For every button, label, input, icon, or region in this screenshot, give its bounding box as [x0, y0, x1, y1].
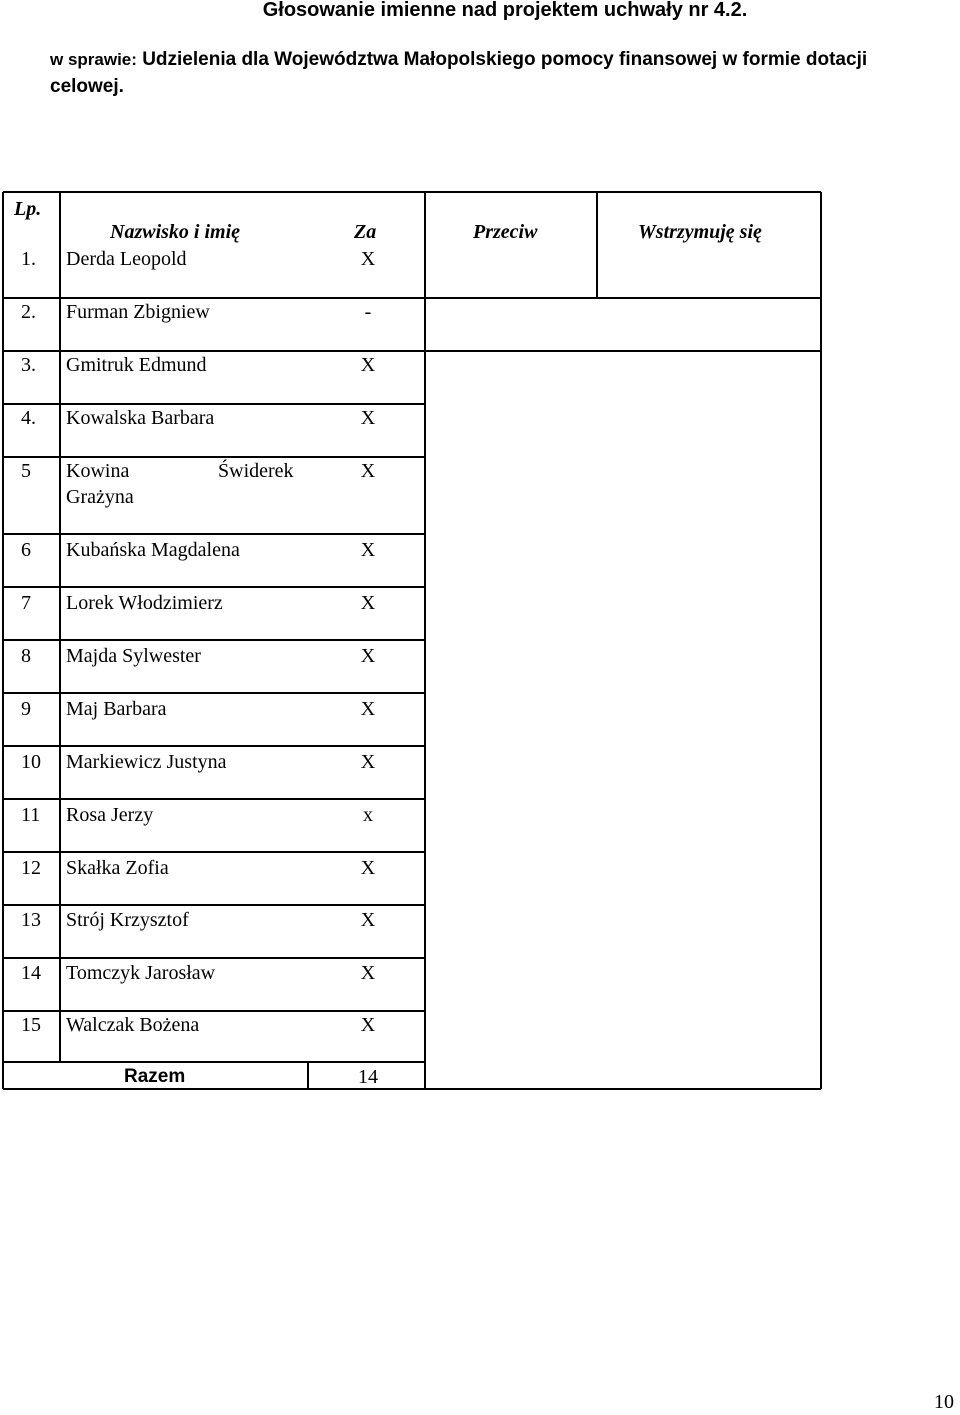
row-9-za: X	[360, 698, 376, 720]
row-5-lp: 5	[21, 460, 31, 482]
document-title: Głosowanie imienne nad projektem uchwały nr 4.2.	[262, 0, 748, 21]
row-10-name: Markiewicz Justyna	[66, 751, 227, 773]
row-5-za: X	[360, 460, 376, 482]
row-3-lp: 3.	[21, 354, 36, 376]
header-lp: Lp.	[14, 198, 42, 220]
total-za: 14	[358, 1066, 378, 1088]
row-8-name: Majda Sylwester	[66, 645, 201, 667]
row-6-za: X	[360, 539, 376, 561]
row-3-name: Gmitruk Edmund	[66, 354, 207, 376]
row-1-name: Derda Leopold	[66, 248, 187, 270]
row-11-name: Rosa Jerzy	[66, 804, 154, 826]
row-13-za: X	[360, 909, 376, 931]
total-label: Razem	[124, 1066, 186, 1087]
header-name: Nazwisko i imię	[110, 221, 241, 243]
row-12-lp: 12	[21, 857, 41, 879]
row-12-za: X	[360, 857, 376, 879]
row-9-lp: 9	[21, 698, 31, 720]
row-14-lp: 14	[21, 962, 41, 984]
row-1-za: X	[360, 248, 376, 270]
row-10-za: X	[360, 751, 376, 773]
row-3-za: X	[360, 354, 376, 376]
row-2-za: -	[364, 301, 372, 323]
row-14-za: X	[360, 962, 376, 984]
page-number: 10	[934, 1391, 954, 1413]
row-10-lp: 10	[21, 751, 41, 773]
row-8-za: X	[360, 645, 376, 667]
row-14-name: Tomczyk Jarosław	[66, 962, 216, 984]
header-za: Za	[354, 221, 377, 243]
row-6-lp: 6	[21, 539, 31, 561]
row-5-name-first: Kowina	[66, 460, 130, 482]
row-13-lp: 13	[21, 909, 41, 931]
row-11-lp: 11	[21, 804, 41, 826]
row-4-za: X	[360, 407, 376, 429]
row-12-name: Skałka Zofia	[66, 857, 169, 879]
row-5-name-third: Grażyna	[66, 486, 134, 508]
row-6-name: Kubańska Magdalena	[66, 539, 240, 561]
row-8-lp: 8	[21, 645, 31, 667]
row-4-name: Kowalska Barbara	[66, 407, 215, 429]
row-15-name: Walczak Bożena	[66, 1014, 200, 1036]
row-1-lp: 1.	[21, 248, 36, 270]
row-7-lp: 7	[21, 592, 31, 614]
row-11-za: x	[363, 804, 373, 826]
row-7-name: Lorek Włodzimierz	[66, 592, 223, 614]
header-wstrzymuje: Wstrzymuję się	[638, 221, 762, 243]
row-15-za: X	[360, 1014, 376, 1036]
subject-prefix: w sprawie:	[50, 50, 137, 69]
row-2-name: Furman Zbigniew	[66, 301, 210, 323]
row-15-lp: 15	[21, 1014, 41, 1036]
row-2-lp: 2.	[21, 301, 36, 323]
row-9-name: Maj Barbara	[66, 698, 167, 720]
header-przeciw: Przeciw	[473, 221, 538, 243]
row-5-name-second: Świderek	[218, 460, 294, 482]
subject-text: Udzielenia dla Województwa Małopolskiego pomocy finansowej w formie dotacji celowej.	[50, 49, 868, 97]
row-7-za: X	[360, 592, 376, 614]
row-4-lp: 4.	[21, 407, 36, 429]
row-13-name: Strój Krzysztof	[66, 909, 189, 931]
